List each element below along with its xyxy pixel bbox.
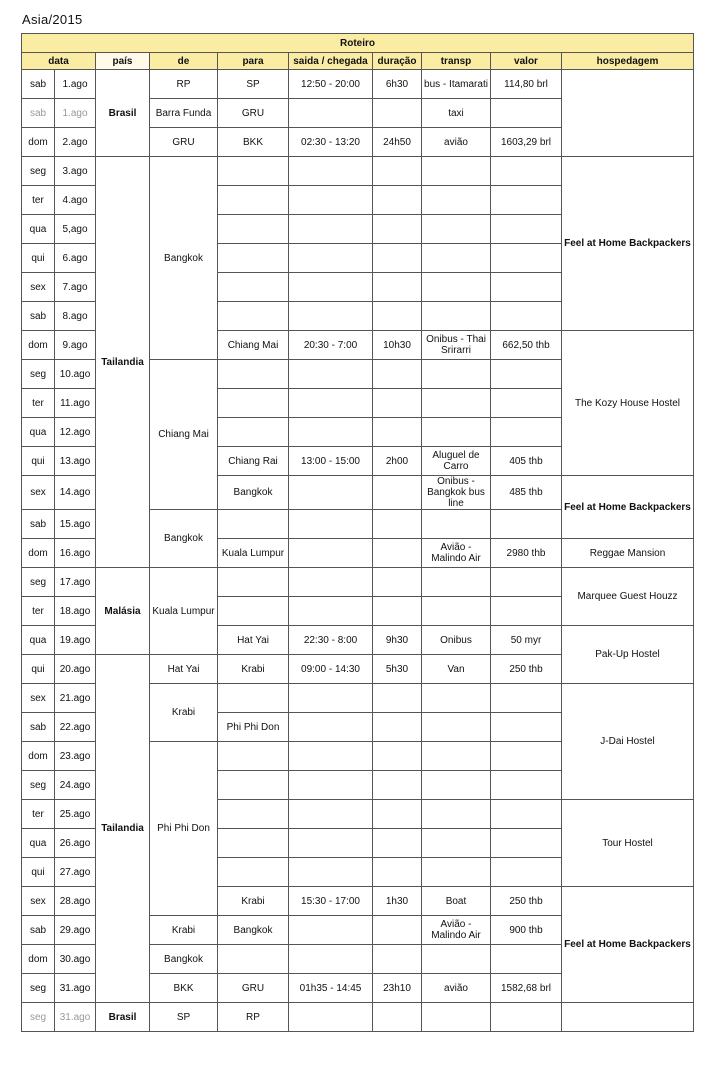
transport-cell: Aluguel de Carro [422, 447, 491, 476]
price-cell: 50 myr [491, 626, 562, 655]
to-cell: Bangkok [218, 476, 289, 510]
header-pais: país [96, 53, 150, 70]
date-cell: 22.ago [55, 713, 96, 742]
to-cell [218, 568, 289, 597]
weekday-cell: sex [22, 273, 55, 302]
weekday-cell: ter [22, 800, 55, 829]
weekday-cell: dom [22, 128, 55, 157]
price-cell: 114,80 brl [491, 70, 562, 99]
weekday-cell: sex [22, 887, 55, 916]
price-cell: 405 thb [491, 447, 562, 476]
weekday-cell: dom [22, 539, 55, 568]
duration-cell: 6h30 [373, 70, 422, 99]
price-cell: 250 thb [491, 887, 562, 916]
from-cell: Phi Phi Don [150, 742, 218, 916]
header-hospedagem: hospedagem [562, 53, 694, 70]
date-cell: 23.ago [55, 742, 96, 771]
lodging-cell: Feel at Home Backpackers [562, 157, 694, 331]
price-cell [491, 215, 562, 244]
header-saida: saida / chegada [289, 53, 373, 70]
duration-cell [373, 916, 422, 945]
table-caption: Roteiro [22, 34, 694, 53]
to-cell: GRU [218, 974, 289, 1003]
weekday-cell: qui [22, 655, 55, 684]
schedule-cell [289, 742, 373, 771]
schedule-cell [289, 800, 373, 829]
date-cell: 12.ago [55, 418, 96, 447]
transport-cell [422, 945, 491, 974]
from-cell: BKK [150, 974, 218, 1003]
weekday-cell: sab [22, 510, 55, 539]
to-cell [218, 858, 289, 887]
table-row [22, 70, 694, 99]
duration-cell [373, 800, 422, 829]
weekday-cell: sab [22, 302, 55, 331]
duration-cell: 1h30 [373, 887, 422, 916]
to-cell [218, 418, 289, 447]
duration-cell [373, 244, 422, 273]
schedule-cell [289, 186, 373, 215]
duration-cell [373, 418, 422, 447]
lodging-cell: Pak-Up Hostel [562, 626, 694, 684]
weekday-cell: dom [22, 331, 55, 360]
from-cell: Krabi [150, 916, 218, 945]
transport-cell: bus - Itamarati [422, 70, 491, 99]
weekday-cell: seg [22, 360, 55, 389]
weekday-cell: seg [22, 568, 55, 597]
weekday-cell: sex [22, 684, 55, 713]
transport-cell [422, 186, 491, 215]
table-row [22, 568, 694, 597]
weekday-cell: ter [22, 186, 55, 215]
schedule-cell [289, 215, 373, 244]
weekday-cell: seg [22, 1003, 55, 1032]
transport-cell [422, 215, 491, 244]
to-cell [218, 510, 289, 539]
schedule-cell [289, 771, 373, 800]
transport-cell: taxi [422, 99, 491, 128]
price-cell [491, 418, 562, 447]
to-cell: Phi Phi Don [218, 713, 289, 742]
date-cell: 10.ago [55, 360, 96, 389]
to-cell [218, 800, 289, 829]
transport-cell: Avião - Malindo Air [422, 916, 491, 945]
lodging-cell: Feel at Home Backpackers [562, 476, 694, 539]
date-cell: 31.ago [55, 1003, 96, 1032]
duration-cell [373, 99, 422, 128]
from-cell: RP [150, 70, 218, 99]
date-cell: 5,ago [55, 215, 96, 244]
transport-cell [422, 713, 491, 742]
date-cell: 20.ago [55, 655, 96, 684]
duration-cell [373, 302, 422, 331]
weekday-cell: seg [22, 157, 55, 186]
transport-cell [422, 858, 491, 887]
to-cell [218, 684, 289, 713]
schedule-cell [289, 476, 373, 510]
transport-cell: Onibus - Thai Srirarri [422, 331, 491, 360]
price-cell [491, 389, 562, 418]
transport-cell: Boat [422, 887, 491, 916]
duration-cell [373, 742, 422, 771]
header-de: de [150, 53, 218, 70]
price-cell [491, 742, 562, 771]
country-cell: Tailandia [96, 157, 150, 568]
schedule-cell [289, 157, 373, 186]
price-cell [491, 510, 562, 539]
from-cell: Barra Funda [150, 99, 218, 128]
from-cell: Hat Yai [150, 655, 218, 684]
weekday-cell: qua [22, 829, 55, 858]
price-cell: 662,50 thb [491, 331, 562, 360]
transport-cell: Avião - Malindo Air [422, 539, 491, 568]
country-cell: Malásia [96, 568, 150, 655]
date-cell: 13.ago [55, 447, 96, 476]
price-cell [491, 713, 562, 742]
weekday-cell: seg [22, 974, 55, 1003]
to-cell: Hat Yai [218, 626, 289, 655]
to-cell: Krabi [218, 887, 289, 916]
lodging-cell: Marquee Guest Houzz [562, 568, 694, 626]
transport-cell [422, 829, 491, 858]
to-cell [218, 186, 289, 215]
price-cell [491, 99, 562, 128]
schedule-cell: 22:30 - 8:00 [289, 626, 373, 655]
schedule-cell: 09:00 - 14:30 [289, 655, 373, 684]
duration-cell: 2h00 [373, 447, 422, 476]
date-cell: 25.ago [55, 800, 96, 829]
from-cell: Krabi [150, 684, 218, 742]
schedule-cell: 01h35 - 14:45 [289, 974, 373, 1003]
to-cell [218, 771, 289, 800]
lodging-cell: Tour Hostel [562, 800, 694, 887]
date-cell: 4.ago [55, 186, 96, 215]
date-cell: 21.ago [55, 684, 96, 713]
country-cell: Tailandia [96, 655, 150, 1003]
price-cell [491, 597, 562, 626]
duration-cell [373, 771, 422, 800]
lodging-cell [562, 1003, 694, 1032]
price-cell [491, 302, 562, 331]
price-cell [491, 186, 562, 215]
to-cell [218, 215, 289, 244]
duration-cell: 23h10 [373, 974, 422, 1003]
country-cell: Brasil [96, 70, 150, 157]
duration-cell [373, 713, 422, 742]
transport-cell [422, 244, 491, 273]
table-row [22, 1003, 694, 1032]
transport-cell [422, 771, 491, 800]
date-cell: 24.ago [55, 771, 96, 800]
price-cell: 1582,68 brl [491, 974, 562, 1003]
date-cell: 1.ago [55, 70, 96, 99]
transport-cell [422, 568, 491, 597]
duration-cell [373, 1003, 422, 1032]
date-cell: 2.ago [55, 128, 96, 157]
date-cell: 11.ago [55, 389, 96, 418]
date-cell: 7.ago [55, 273, 96, 302]
weekday-cell: sex [22, 476, 55, 510]
transport-cell [422, 597, 491, 626]
schedule-cell [289, 418, 373, 447]
document-title: Asia/2015 [22, 12, 83, 27]
transport-cell: Onibus [422, 626, 491, 655]
weekday-cell: qua [22, 418, 55, 447]
transport-cell [422, 510, 491, 539]
duration-cell [373, 389, 422, 418]
transport-cell [422, 800, 491, 829]
duration-cell: 9h30 [373, 626, 422, 655]
duration-cell [373, 186, 422, 215]
to-cell: Bangkok [218, 916, 289, 945]
transport-cell [422, 418, 491, 447]
from-cell: Bangkok [150, 510, 218, 568]
date-cell: 8.ago [55, 302, 96, 331]
date-cell: 17.ago [55, 568, 96, 597]
schedule-cell [289, 597, 373, 626]
price-cell [491, 157, 562, 186]
transport-cell: Onibus - Bangkok bus line [422, 476, 491, 510]
schedule-cell [289, 360, 373, 389]
to-cell: BKK [218, 128, 289, 157]
price-cell [491, 1003, 562, 1032]
header-valor: valor [491, 53, 562, 70]
to-cell: Kuala Lumpur [218, 539, 289, 568]
schedule-cell [289, 510, 373, 539]
duration-cell [373, 510, 422, 539]
duration-cell [373, 858, 422, 887]
date-cell: 6.ago [55, 244, 96, 273]
weekday-cell: seg [22, 771, 55, 800]
table-row [22, 157, 694, 186]
weekday-cell: qui [22, 244, 55, 273]
transport-cell: Van [422, 655, 491, 684]
date-cell: 27.ago [55, 858, 96, 887]
price-cell: 1603,29 brl [491, 128, 562, 157]
price-cell [491, 273, 562, 302]
weekday-cell: sab [22, 916, 55, 945]
from-cell: GRU [150, 128, 218, 157]
schedule-cell: 02:30 - 13:20 [289, 128, 373, 157]
weekday-cell: sab [22, 713, 55, 742]
duration-cell [373, 539, 422, 568]
schedule-cell: 12:50 - 20:00 [289, 70, 373, 99]
header-duracao: duração [373, 53, 422, 70]
price-cell [491, 684, 562, 713]
price-cell [491, 800, 562, 829]
date-cell: 26.ago [55, 829, 96, 858]
header-data: data [22, 53, 96, 70]
transport-cell [422, 389, 491, 418]
schedule-cell [289, 273, 373, 302]
weekday-cell: qua [22, 215, 55, 244]
schedule-cell [289, 244, 373, 273]
from-cell: Chiang Mai [150, 360, 218, 510]
schedule-cell [289, 1003, 373, 1032]
weekday-cell: qui [22, 858, 55, 887]
to-cell [218, 945, 289, 974]
duration-cell [373, 829, 422, 858]
price-cell: 485 thb [491, 476, 562, 510]
price-cell [491, 829, 562, 858]
to-cell: GRU [218, 99, 289, 128]
to-cell [218, 244, 289, 273]
weekday-cell: dom [22, 742, 55, 771]
itinerary-table [21, 33, 694, 1032]
to-cell [218, 360, 289, 389]
lodging-cell: J-Dai Hostel [562, 684, 694, 800]
header-para: para [218, 53, 289, 70]
duration-cell: 24h50 [373, 128, 422, 157]
schedule-cell [289, 916, 373, 945]
schedule-cell [289, 302, 373, 331]
duration-cell [373, 476, 422, 510]
price-cell [491, 858, 562, 887]
duration-cell [373, 945, 422, 974]
transport-cell [422, 1003, 491, 1032]
price-cell [491, 244, 562, 273]
transport-cell [422, 684, 491, 713]
date-cell: 16.ago [55, 539, 96, 568]
duration-cell [373, 568, 422, 597]
duration-cell [373, 360, 422, 389]
transport-cell [422, 302, 491, 331]
schedule-cell [289, 945, 373, 974]
weekday-cell: ter [22, 597, 55, 626]
date-cell: 19.ago [55, 626, 96, 655]
price-cell [491, 771, 562, 800]
transport-cell [422, 742, 491, 771]
date-cell: 9.ago [55, 331, 96, 360]
to-cell [218, 829, 289, 858]
transport-cell: avião [422, 128, 491, 157]
to-cell [218, 742, 289, 771]
from-cell: SP [150, 1003, 218, 1032]
price-cell: 2980 thb [491, 539, 562, 568]
date-cell: 30.ago [55, 945, 96, 974]
price-cell: 250 thb [491, 655, 562, 684]
lodging-cell: Reggae Mansion [562, 539, 694, 568]
to-cell: Chiang Mai [218, 331, 289, 360]
schedule-cell [289, 99, 373, 128]
schedule-cell [289, 568, 373, 597]
price-cell [491, 945, 562, 974]
duration-cell: 5h30 [373, 655, 422, 684]
to-cell [218, 157, 289, 186]
weekday-cell: sab [22, 70, 55, 99]
weekday-cell: qui [22, 447, 55, 476]
schedule-cell [289, 713, 373, 742]
weekday-cell: sab [22, 99, 55, 128]
price-cell: 900 thb [491, 916, 562, 945]
from-cell: Bangkok [150, 157, 218, 360]
price-cell [491, 568, 562, 597]
duration-cell [373, 597, 422, 626]
schedule-cell [289, 389, 373, 418]
date-cell: 29.ago [55, 916, 96, 945]
from-cell: Kuala Lumpur [150, 568, 218, 655]
duration-cell [373, 157, 422, 186]
schedule-cell: 13:00 - 15:00 [289, 447, 373, 476]
transport-cell [422, 273, 491, 302]
date-cell: 3.ago [55, 157, 96, 186]
to-cell: RP [218, 1003, 289, 1032]
date-cell: 1.ago [55, 99, 96, 128]
weekday-cell: dom [22, 945, 55, 974]
schedule-cell [289, 684, 373, 713]
weekday-cell: ter [22, 389, 55, 418]
to-cell [218, 597, 289, 626]
price-cell [491, 360, 562, 389]
date-cell: 18.ago [55, 597, 96, 626]
schedule-cell [289, 539, 373, 568]
lodging-cell [562, 70, 694, 157]
duration-cell [373, 273, 422, 302]
from-cell: Bangkok [150, 945, 218, 974]
lodging-cell: Feel at Home Backpackers [562, 887, 694, 1003]
to-cell: Krabi [218, 655, 289, 684]
schedule-cell: 15:30 - 17:00 [289, 887, 373, 916]
duration-cell [373, 684, 422, 713]
schedule-cell: 20:30 - 7:00 [289, 331, 373, 360]
to-cell [218, 302, 289, 331]
to-cell: SP [218, 70, 289, 99]
header-transp: transp [422, 53, 491, 70]
transport-cell [422, 157, 491, 186]
transport-cell: avião [422, 974, 491, 1003]
schedule-cell [289, 858, 373, 887]
duration-cell [373, 215, 422, 244]
lodging-cell: The Kozy House Hostel [562, 331, 694, 476]
schedule-cell [289, 829, 373, 858]
duration-cell: 10h30 [373, 331, 422, 360]
date-cell: 28.ago [55, 887, 96, 916]
to-cell [218, 273, 289, 302]
date-cell: 14.ago [55, 476, 96, 510]
weekday-cell: qua [22, 626, 55, 655]
country-cell: Brasil [96, 1003, 150, 1032]
date-cell: 15.ago [55, 510, 96, 539]
transport-cell [422, 360, 491, 389]
to-cell: Chiang Rai [218, 447, 289, 476]
date-cell: 31.ago [55, 974, 96, 1003]
to-cell [218, 389, 289, 418]
